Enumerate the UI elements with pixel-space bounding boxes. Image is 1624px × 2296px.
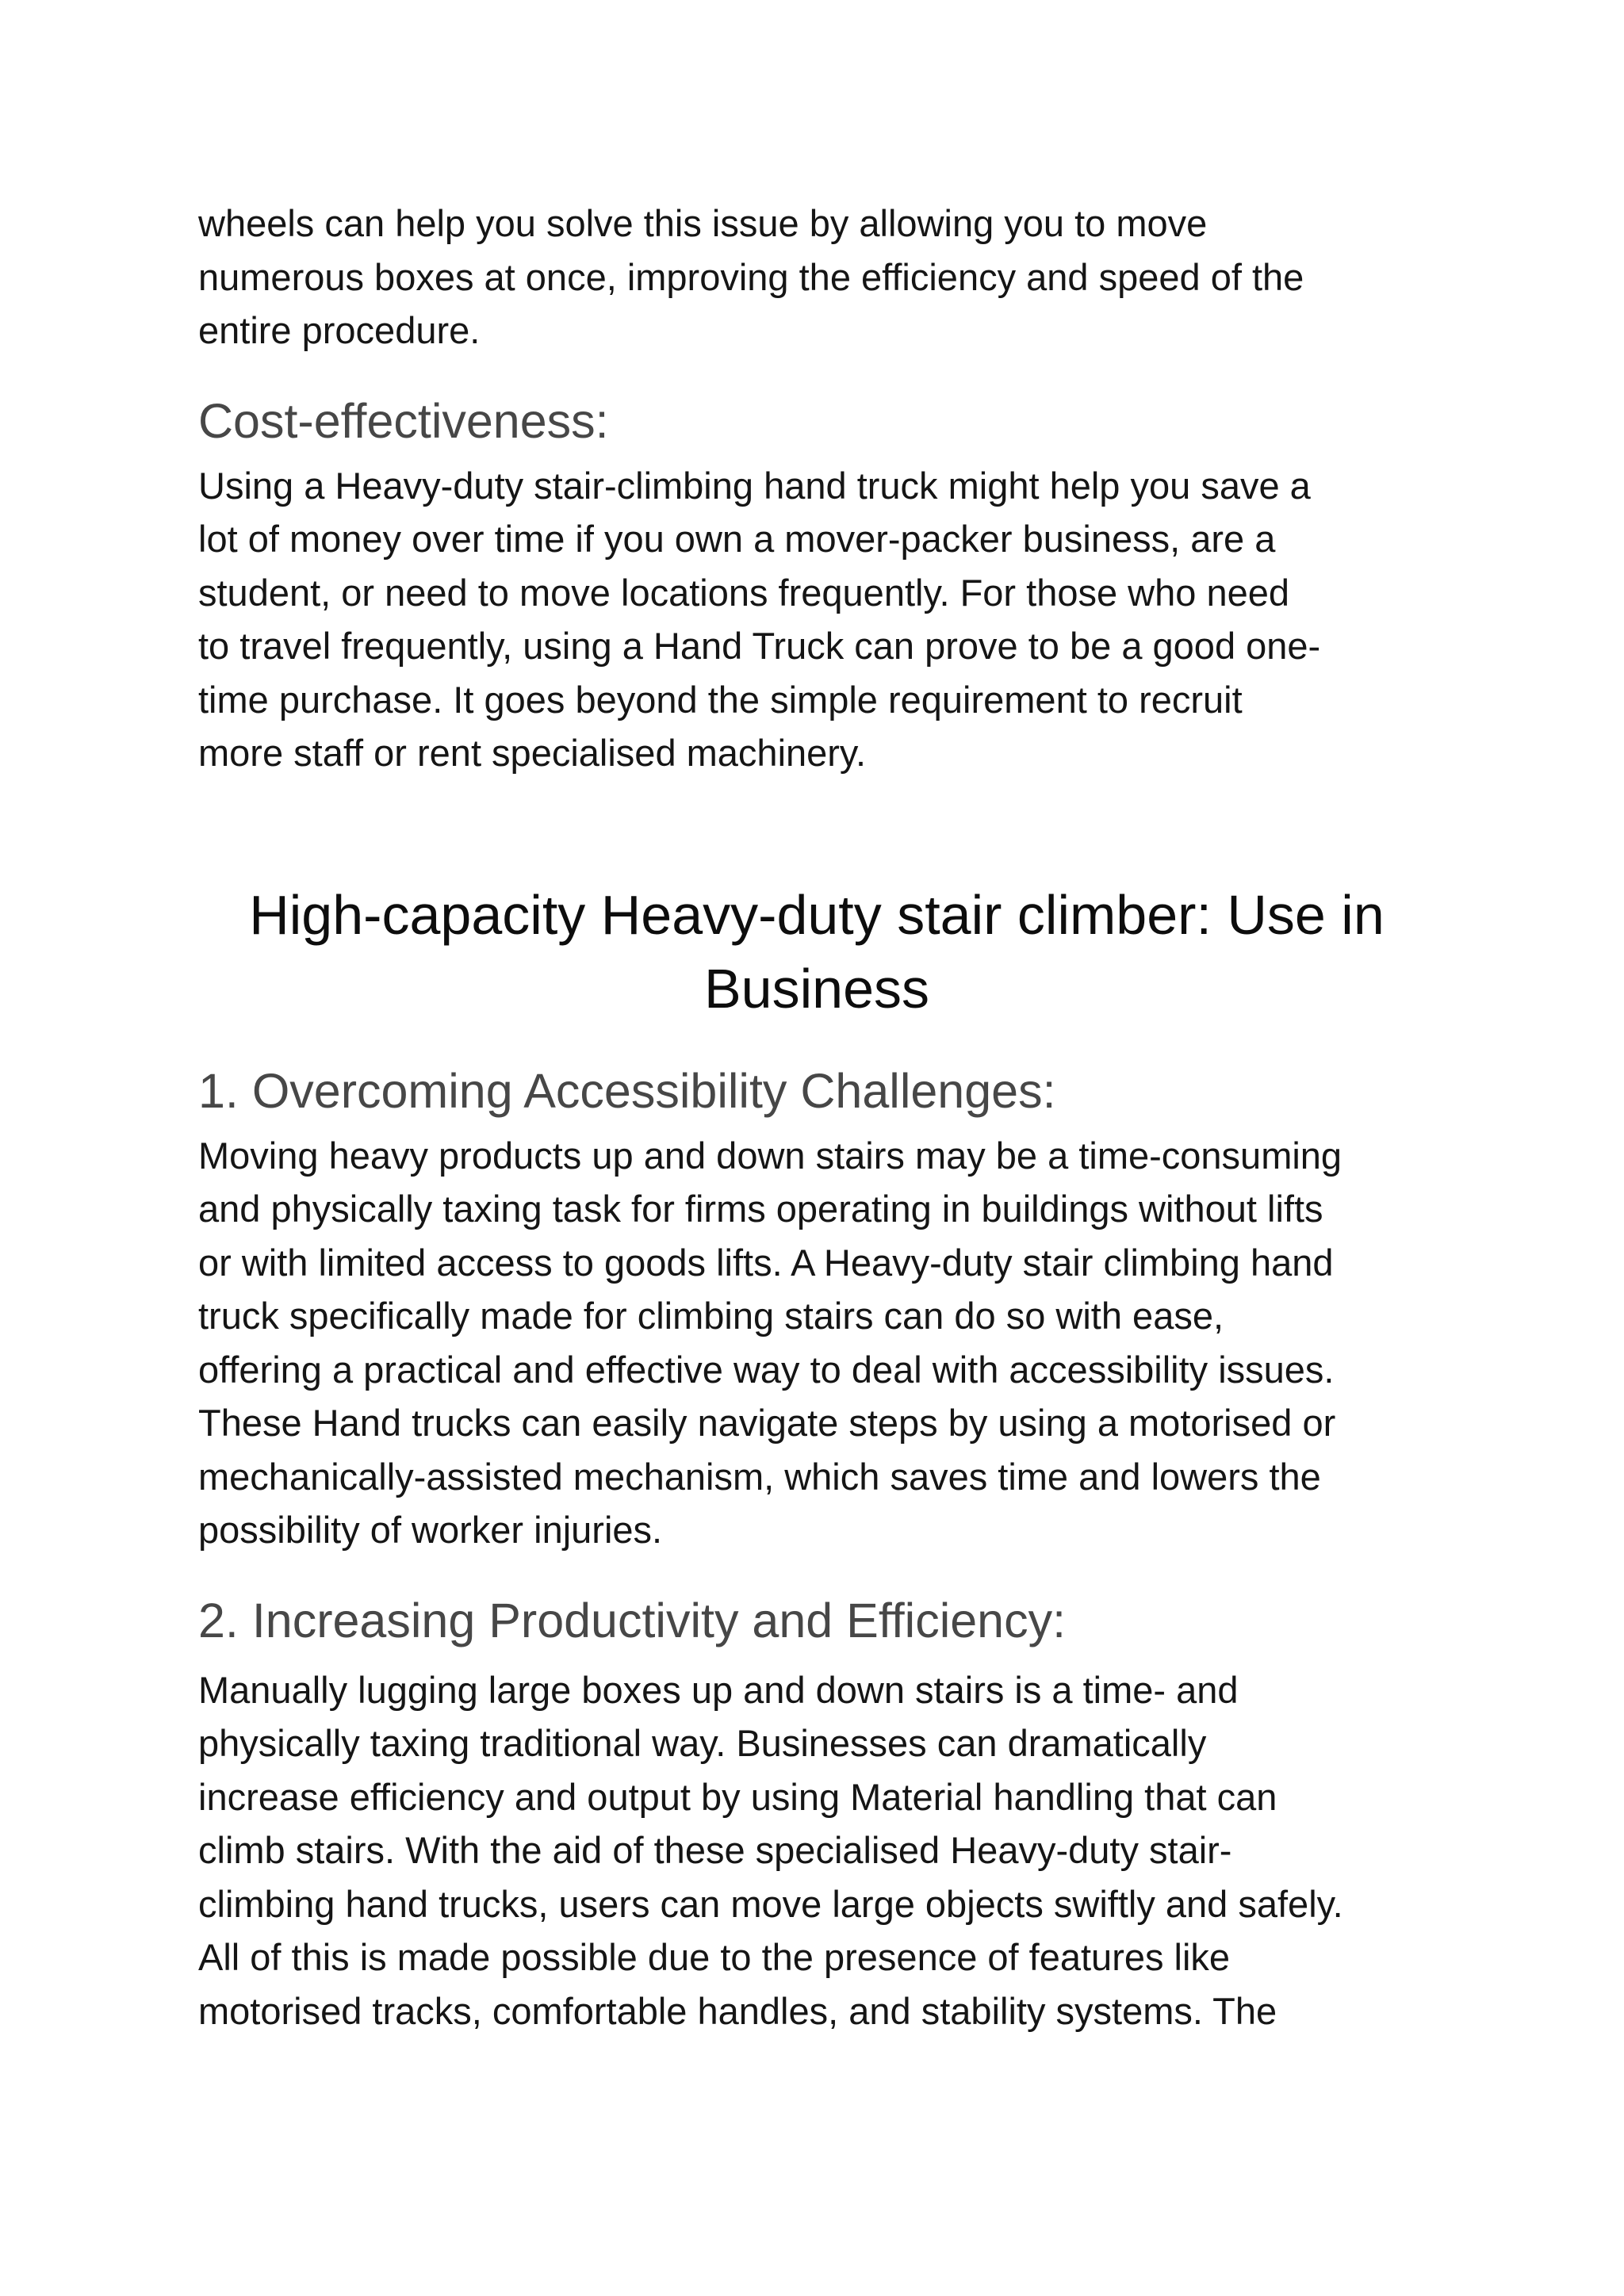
- section-2-paragraph: [198, 1663, 1435, 2038]
- main-heading: [198, 878, 1435, 1026]
- section-1-line: possibility of worker injuries.: [198, 1509, 663, 1551]
- section-1-line: or with limited access to goods lifts. A Heavy-duty stair climbing hand: [198, 1241, 1334, 1284]
- section-1-line: mechanically-assisted mechanism, which saves time and lowers the: [198, 1455, 1321, 1498]
- section-2-line: Manually lugging large boxes up and down stairs is a time- and: [198, 1668, 1239, 1711]
- cost-line: time purchase. It goes beyond the simple requirement to recruit: [198, 678, 1243, 721]
- cost-effectiveness-paragraph: [198, 459, 1435, 780]
- cost-line: lot of money over time if you own a mover-packer business, are a: [198, 518, 1276, 560]
- section-2-line: climb stairs. With the aid of these specialised Heavy-duty stair-: [198, 1829, 1232, 1871]
- section-2-heading: 2. Increasing Productivity and Efficiency:: [198, 1593, 1067, 1647]
- cost-line: more staff or rent specialised machinery.: [198, 732, 867, 774]
- main-heading-line: Business: [703, 957, 930, 1020]
- intro-line: numerous boxes at once, improving the efficiency and speed of the: [198, 255, 1304, 298]
- page-content: [198, 197, 1435, 2038]
- cost-line: Using a Heavy-duty stair-climbing hand truck might help you save a: [198, 464, 1311, 507]
- section-1-heading: 1. Overcoming Accessibility Challenges:: [198, 1063, 1056, 1118]
- section-2-line: physically taxing traditional way. Businesses can dramatically: [198, 1722, 1207, 1764]
- section-1-paragraph: [198, 1129, 1435, 1557]
- cost-line: to travel frequently, using a Hand Truck can prove to be a good one-: [198, 625, 1321, 667]
- section-2-line: climbing hand trucks, users can move large objects swiftly and safely.: [198, 1882, 1343, 1925]
- intro-line: entire procedure.: [198, 309, 481, 351]
- main-heading-line: High-capacity Heavy-duty stair climber: Use in: [249, 883, 1385, 946]
- section-1-line: These Hand trucks can easily navigate steps by using a motorised or: [198, 1402, 1336, 1444]
- section-2-line: All of this is made possible due to the presence of features like: [198, 1936, 1231, 1978]
- section-1-line: and physically taxing task for firms operating in buildings without lifts: [198, 1188, 1323, 1230]
- cost-line: student, or need to move locations frequently. For those who need: [198, 571, 1290, 614]
- section-1-line: truck specifically made for climbing stairs can do so with ease,: [198, 1295, 1224, 1337]
- section-2-line: increase efficiency and output by using Material handling that can: [198, 1775, 1277, 1818]
- intro-line: wheels can help you solve this issue by allowing you to move: [198, 202, 1208, 244]
- section-2-line: motorised tracks, comfortable handles, and stability systems. The: [198, 1989, 1277, 2032]
- section-1-line: offering a practical and effective way to deal with accessibility issues.: [198, 1348, 1335, 1391]
- cost-effectiveness-heading: Cost-effectiveness:: [198, 393, 609, 448]
- intro-paragraph: [198, 197, 1435, 358]
- section-1-line: Moving heavy products up and down stairs may be a time-consuming: [198, 1134, 1342, 1177]
